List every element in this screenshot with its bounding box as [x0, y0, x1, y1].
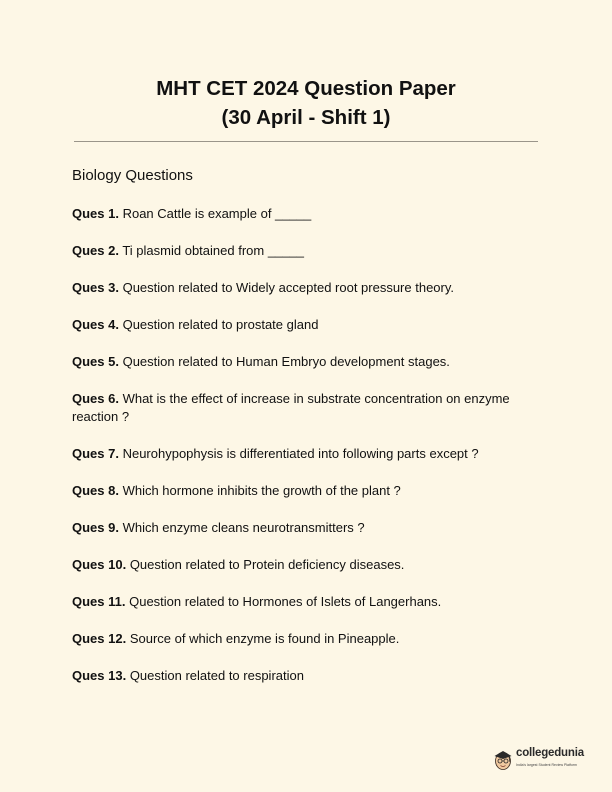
question-number: Ques 12. — [72, 631, 127, 646]
question-number: Ques 11. — [72, 594, 126, 609]
question-text: Question related to respiration — [126, 668, 304, 683]
question-list — [72, 205, 512, 704]
section-heading: Biology Questions — [72, 167, 193, 184]
question-item — [72, 445, 512, 463]
question-text: Question related to Protein deficiency diseases. — [126, 557, 405, 572]
question-number: Ques 13. — [72, 668, 127, 683]
question-text: Ti plasmid obtained from _____ — [118, 243, 304, 258]
question-item — [72, 482, 512, 500]
question-text: Neurohypophysis is differentiated into following parts except ? — [118, 446, 479, 461]
page-title — [0, 74, 612, 132]
logo-tagline: India's largest Student Review Platform — [516, 763, 577, 767]
title-divider — [74, 141, 538, 142]
question-number: Ques 7. — [72, 446, 119, 461]
question-text: Which enzyme cleans neurotransmitters ? — [118, 520, 365, 535]
question-item — [72, 630, 512, 648]
question-text: Roan Cattle is example of _____ — [118, 206, 312, 221]
question-text: Question related to prostate gland — [118, 317, 319, 332]
logo-wordmark: collegedunia — [516, 747, 584, 759]
question-item — [72, 667, 512, 685]
question-item — [72, 556, 512, 574]
question-number: Ques 3. — [72, 280, 119, 295]
question-number: Ques 10. — [72, 557, 127, 572]
question-number: Ques 2. — [72, 243, 119, 258]
question-text: What is the effect of increase in substrate concentration on enzyme reaction ? — [72, 391, 510, 424]
question-item — [72, 593, 512, 611]
question-item — [72, 519, 512, 537]
title-line-2: (30 April - Shift 1) — [221, 106, 391, 129]
question-number: Ques 6. — [72, 391, 119, 406]
question-item — [72, 353, 512, 371]
question-number: Ques 8. — [72, 483, 119, 498]
question-item — [72, 390, 512, 426]
collegedunia-logo — [492, 746, 592, 776]
question-text: Which hormone inhibits the growth of the plant ? — [118, 483, 401, 498]
question-text: Source of which enzyme is found in Pineapple. — [126, 631, 400, 646]
question-number: Ques 9. — [72, 520, 119, 535]
question-item — [72, 279, 512, 297]
question-number: Ques 4. — [72, 317, 119, 332]
question-text: Question related to Hormones of Islets of Langerhans. — [125, 594, 442, 609]
question-item — [72, 242, 512, 260]
title-line-1: MHT CET 2024 Question Paper — [156, 77, 456, 100]
question-item — [72, 316, 512, 334]
student-face-icon — [492, 746, 514, 772]
question-number: Ques 1. — [72, 206, 119, 221]
question-item — [72, 205, 512, 223]
question-number: Ques 5. — [72, 354, 119, 369]
question-text: Question related to Widely accepted root pressure theory. — [118, 280, 455, 295]
question-text: Question related to Human Embryo development stages. — [118, 354, 450, 369]
